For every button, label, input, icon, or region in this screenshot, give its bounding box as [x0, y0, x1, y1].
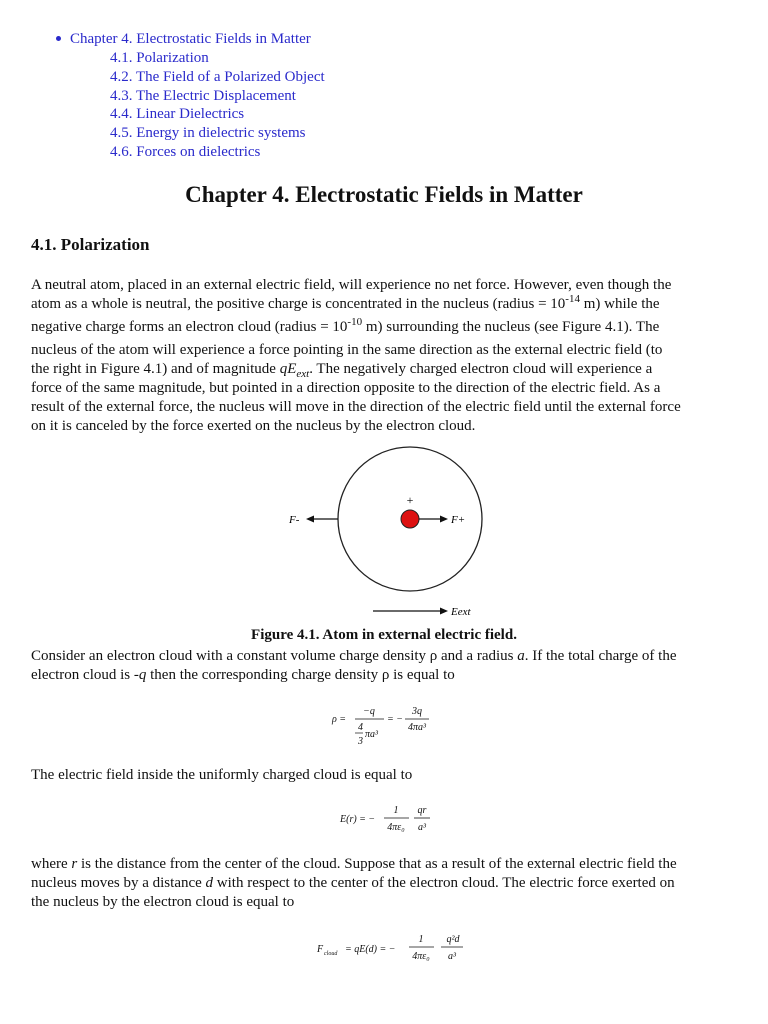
text-line: force of the same magnitude, but pointed in a direction opposite to the direction of the electric field. As a [31, 380, 661, 396]
equation-field [338, 800, 438, 836]
text-line: on it is canceled by the force exerted on the nucleus by the electron cloud. [31, 418, 476, 434]
svg-text:4πε₀: 4πε₀ [387, 822, 405, 833]
toc-link-4-6[interactable]: 4.6. Forces on dielectrics [110, 144, 261, 160]
text-line: the nucleus by the electron cloud is equal to [31, 894, 295, 910]
svg-text:q²d: q²d [446, 934, 460, 945]
svg-text:4πa³: 4πa³ [407, 722, 427, 733]
svg-text:E(r) = −: E(r) = − [340, 814, 376, 825]
text-line: A neutral atom, placed in an external electric field, will experience no net force. However, even though the [31, 277, 672, 293]
toc-item [110, 87, 296, 105]
toc-link-4-1[interactable]: 4.1. Polarization [110, 50, 209, 66]
efield-arrowhead [440, 608, 448, 615]
svg-text:a³: a³ [418, 822, 426, 833]
text-line: where r is the distance from the center of the cloud. Suppose that as a result of the external electric field the [31, 856, 677, 872]
bullet-icon [56, 36, 61, 41]
text-line: nucleus moves by a distance d with respect to the center of the electron cloud. The electric force exerted on [31, 875, 675, 891]
svg-text:3q: 3q [412, 706, 422, 717]
force-plus-label: F+ [451, 514, 466, 526]
svg-text:F: F [317, 944, 324, 955]
text-line: the right in Figure 4.1) and of magnitude $qE_{ext}$. The negatively charged electron cloud will experience a [31, 361, 653, 380]
text-line: result of the external force, the nucleus will move in the direction of the electric field until the external force [31, 399, 681, 415]
svg-text:= −: = − [387, 714, 403, 725]
toc-item [110, 143, 260, 161]
force-minus-label: F- [289, 514, 300, 526]
paragraph-displacement [31, 855, 741, 912]
svg-text:πa³: πa³ [365, 729, 379, 740]
toc-link-4-3[interactable]: 4.3. The Electric Displacement [110, 88, 296, 104]
text-line: electron cloud is -q then the corresponding charge density ρ is equal to [31, 667, 455, 683]
svg-text:1: 1 [393, 805, 399, 816]
toc-item [110, 105, 244, 123]
svg-text:= qE(d) = −: = qE(d) = − [345, 944, 396, 955]
nucleus [401, 510, 419, 528]
toc-item [110, 49, 209, 67]
toc-link-4-4[interactable]: 4.4. Linear Dielectrics [110, 106, 245, 122]
svg-text:−q: −q [363, 706, 375, 717]
svg-text:a³: a³ [448, 951, 456, 962]
svg-text:qr: qr [417, 805, 427, 816]
toc-chapter-link[interactable]: Chapter 4. Electrostatic Fields in Matter [70, 31, 311, 47]
text-line: Consider an electron cloud with a constant volume charge density ρ and a radius a. If the total charge of the [31, 648, 677, 664]
chapter-title: Chapter 4. Electrostatic Fields in Matter [185, 182, 583, 207]
svg-text:4: 4 [358, 722, 363, 733]
text-line: negative charge forms an electron cloud (radius = $10^{-10}$ m) surrounding the nucleus (see Figure 4.1). The [31, 316, 660, 335]
equation-cloud-force [315, 930, 465, 966]
svg-text:cloud: cloud [324, 951, 338, 957]
toc-link-4-5[interactable]: 4.5. Energy in dielectric systems [110, 125, 306, 141]
toc-link-4-2[interactable]: 4.2. The Field of a Polarized Object [110, 69, 325, 85]
toc-item [110, 124, 306, 142]
paragraph-charge-density [31, 647, 741, 685]
svg-text:ρ =: ρ = [332, 714, 347, 725]
svg-text:4πε₀: 4πε₀ [412, 951, 430, 962]
force-minus-arrowhead [306, 516, 314, 523]
equation-charge-density [325, 700, 455, 752]
atom-figure [286, 440, 486, 625]
section-title: 4.1. Polarization [31, 235, 150, 254]
plus-sign: + [406, 493, 414, 507]
svg-text:3: 3 [358, 736, 363, 747]
toc-item [110, 68, 325, 86]
force-plus-arrowhead [440, 516, 448, 523]
text-line: nucleus of the atom will experience a force pointing in the same direction as the external electric field (to [31, 342, 663, 358]
figure-caption: Figure 4.1. Atom in external electric field. [251, 627, 517, 643]
paragraph-intro [31, 276, 741, 436]
svg-text:1: 1 [418, 934, 424, 945]
toc-chapter-item [56, 30, 311, 48]
paragraph-field-inside: The electric field inside the uniformly charged cloud is equal to [31, 767, 413, 783]
text-line: atom as a whole is neutral, the positive charge is concentrated in the nucleus (radius = $10^{-14}$ m) while the [31, 293, 660, 312]
efield-label: Eext [451, 606, 471, 618]
